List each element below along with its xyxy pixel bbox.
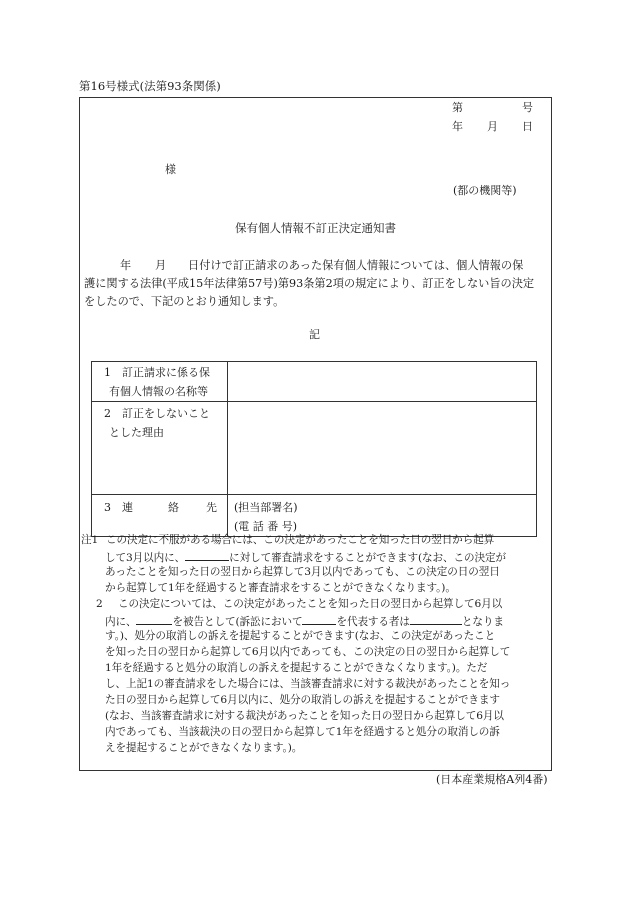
ki-label: 記 xyxy=(309,328,320,341)
note1-line2: して3月以内に、 に対して審査請求をすることができます(なお、この決定が xyxy=(105,552,506,564)
blank-review-agency xyxy=(185,551,229,561)
reason-value-cell xyxy=(228,402,537,495)
blank-party xyxy=(302,615,336,625)
body-year: 年 xyxy=(120,259,132,272)
item-name-label-line2: 有個人情報の名称等 xyxy=(109,385,208,398)
document-title: 保有個人情報不訂正決定通知書 xyxy=(235,221,396,235)
table-row-item-name xyxy=(92,362,537,402)
item-name-label-line1: 1 訂正請求に係る保 xyxy=(104,366,210,379)
note1-prefix: 注1 xyxy=(81,534,99,546)
reason-label-cell xyxy=(92,402,228,495)
doc-number-prefix: 第 xyxy=(452,101,463,114)
note1-line3: あったことを知った日の翌日から起算して3月以内であっても、この決定の日の翌日 xyxy=(105,566,500,578)
note2-line6: し、上記1の審査請求をした場合には、当該審査請求に対する裁決があったことを知っ xyxy=(105,678,511,690)
info-table xyxy=(91,361,537,537)
table-row-reason xyxy=(92,402,537,495)
addressee-suffix: 様 xyxy=(165,163,176,176)
item-name-label-cell xyxy=(92,362,228,402)
doc-number-suffix: 号 xyxy=(522,101,533,114)
body-line3: をしたので、下記のとおり通知します。 xyxy=(84,295,285,308)
contact-label-cell xyxy=(92,495,228,537)
note1-line4: から起算して1年を経過すると審査請求をすることができなくなります。)。 xyxy=(105,582,456,594)
table-row-contact xyxy=(92,495,537,537)
contact-department: (担当部署名) xyxy=(234,501,298,514)
footer-paper-spec: (日本産業規格A列4番) xyxy=(436,773,548,786)
body-line2: 護に関する法律(平成15年法律第57号)第93条第2項の規定により、訂正をしない旨の決定 xyxy=(84,277,535,290)
contact-label-char3: 先 xyxy=(206,501,217,514)
reason-label-line2: とした理由 xyxy=(109,426,164,439)
note2-line3: す。)、処分の取消しの訴えを提起することができます(なお、この決定があったこと xyxy=(105,630,496,642)
form-label: 第16号様式(法第93条関係) xyxy=(79,79,221,93)
body-line1: 日付けで訂正請求のあった保有個人情報については、個人情報の保 xyxy=(188,259,524,272)
issuer-label: (都の機関等) xyxy=(453,184,517,197)
contact-phone: (電 話 番 号) xyxy=(234,520,298,533)
note1-line1: この決定に不服がある場合には、この決定があったことを知った日の翌日から起算 xyxy=(106,534,495,546)
note2-line9: 内であっても、当該裁決の日の翌日から起算して1年を経過すると処分の取消しの訴 xyxy=(105,726,500,738)
contact-label-number: 3 xyxy=(104,501,111,514)
date-month: 月 xyxy=(487,120,498,133)
note2-line5: 1年を経過すると処分の取消しの訴えを提起することができなくなります。)。ただ xyxy=(105,662,488,674)
note2-line8: (なお、当該審査請求に対する裁決があったことを知った日の翌日から起算して6月以 xyxy=(105,710,504,722)
body-month: 月 xyxy=(155,259,167,272)
note2-line10: えを提起することができなくなります。)。 xyxy=(105,742,303,754)
note2-line4: を知った日の翌日から起算して6月以内であっても、この決定の日の翌日から起算して xyxy=(105,646,511,658)
note2-prefix: 2 xyxy=(96,598,103,610)
date-day: 日 xyxy=(522,120,533,133)
contact-label-char2: 絡 xyxy=(168,501,179,514)
item-name-value-cell xyxy=(228,362,537,402)
blank-representative xyxy=(410,615,462,625)
note2-line7: た日の翌日から起算して6月以内に、処分の取消しの訴えを提起することができます xyxy=(105,694,500,706)
contact-label-char1: 連 xyxy=(122,501,133,514)
contact-value-cell xyxy=(228,495,537,537)
note2-line2: 内に、 を被告として(訴訟において を代表する者は となりま xyxy=(105,616,504,628)
reason-label-line1: 2 訂正をしないこと xyxy=(104,407,210,420)
blank-defendant xyxy=(136,615,172,625)
date-year: 年 xyxy=(452,120,463,133)
note2-line1: この決定については、この決定があったことを知った日の翌日から起算して6月以 xyxy=(118,598,503,610)
